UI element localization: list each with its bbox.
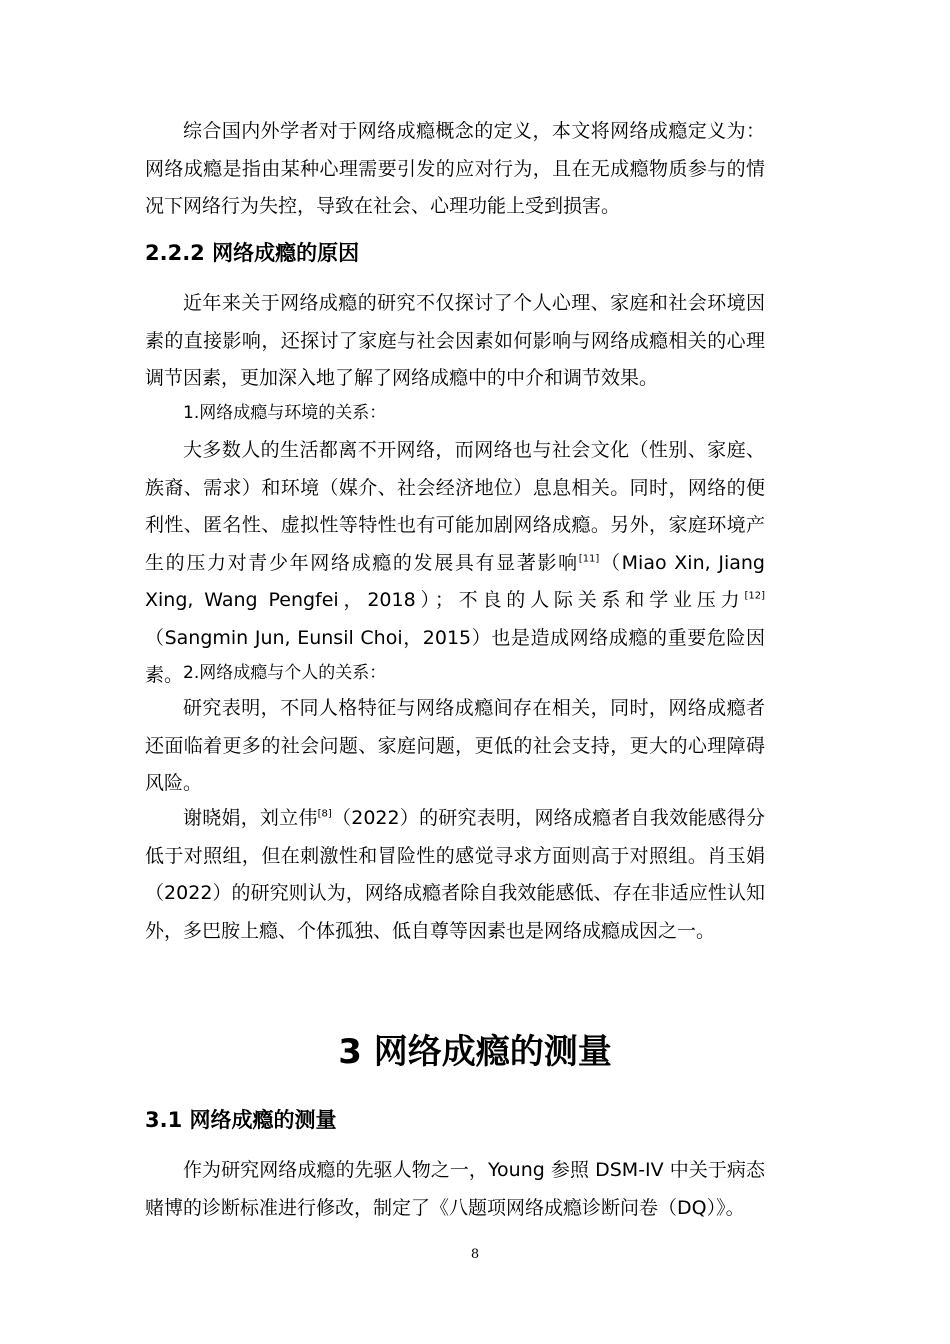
paragraph-definition: 综合国内外学者对于网络成瘾概念的定义，本文将网络成瘾定义为：网络成瘾是指由某种心理需要引发的应对行为，且在无成瘾物质参与的情况下网络行为失控，导致在社会、心理功能上受到损害。: [145, 120, 765, 217]
section-heading-2-2-2: 2.2.2 网络成瘾的原因: [145, 241, 360, 265]
citation-ref: [11]: [578, 553, 600, 565]
paragraph-measurement: 作为研究网络成瘾的先驱人物之一，Young 参照 DSM-IV 中关于病态赌博的诊断标准进行修改，制定了《八题项网络成瘾诊断问卷（DQ）》。: [145, 1159, 765, 1219]
paragraph-text: 大多数人的生活都离不开网络，而网络也与社会文化（性别、家庭、族裔、需求）和环境（媒介、社会经济地位）息息相关。同时，网络的便利性、匿名性、虚拟性等特性也有可能加剧网络成瘾。另外，家庭环境产生的压力对青少年网络成瘾的发展具有显著影响: [145, 439, 765, 574]
paragraph-causes-intro: 近年来关于网络成瘾的研究不仅探讨了个人心理、家庭和社会环境因素的直接影响，还探讨了家庭与社会因素如何影响与网络成瘾相关的心理调节因素，更加深入地了解了网络成瘾中的中介和调节效果。: [145, 292, 765, 389]
section-heading-3-1: 3.1 网络成瘾的测量: [145, 1108, 337, 1132]
paragraph-research: [145, 800, 765, 950]
paragraph-text: （2022）的研究表明，网络成瘾者自我效能感得分低于对照组，但在刺激性和冒险性的感觉寻求方面则高于对照组。肖玉娟（2022）的研究则认为，网络成瘾者除自我效能感低、存在非适应性认知外，多巴胺上瘾、个体孤独、低自尊等因素也是网络成瘾成因之一。: [145, 807, 765, 942]
citation-ref: [12]: [744, 590, 765, 602]
paragraph-text: （Sangmin Jun, Eunsil Choi，2015）也是造成网络成瘾的重要危险因素。: [145, 626, 765, 686]
list-item-environment: 1.网络成瘾与环境的关系：: [183, 403, 387, 423]
page-number: 8: [470, 1247, 480, 1262]
list-item-individual: 2.网络成瘾与个人的关系：: [183, 663, 387, 683]
citation-ref: [8]: [317, 808, 332, 820]
paragraph-text: 谢晓娟，刘立伟: [183, 807, 318, 829]
paragraph-individual: 研究表明，不同人格特征与网络成瘾间存在相关，同时，网络成瘾者还面临着更多的社会问题、家庭问题，更低的社会支持，更大的心理障碍风险。: [145, 697, 765, 794]
paragraph-text: （Miao Xin, Jiang Xing, Wang Pengfei，2018）；不良的人际关系和学业压力: [145, 551, 765, 611]
chapter-title: 3 网络成瘾的测量: [338, 1032, 612, 1072]
